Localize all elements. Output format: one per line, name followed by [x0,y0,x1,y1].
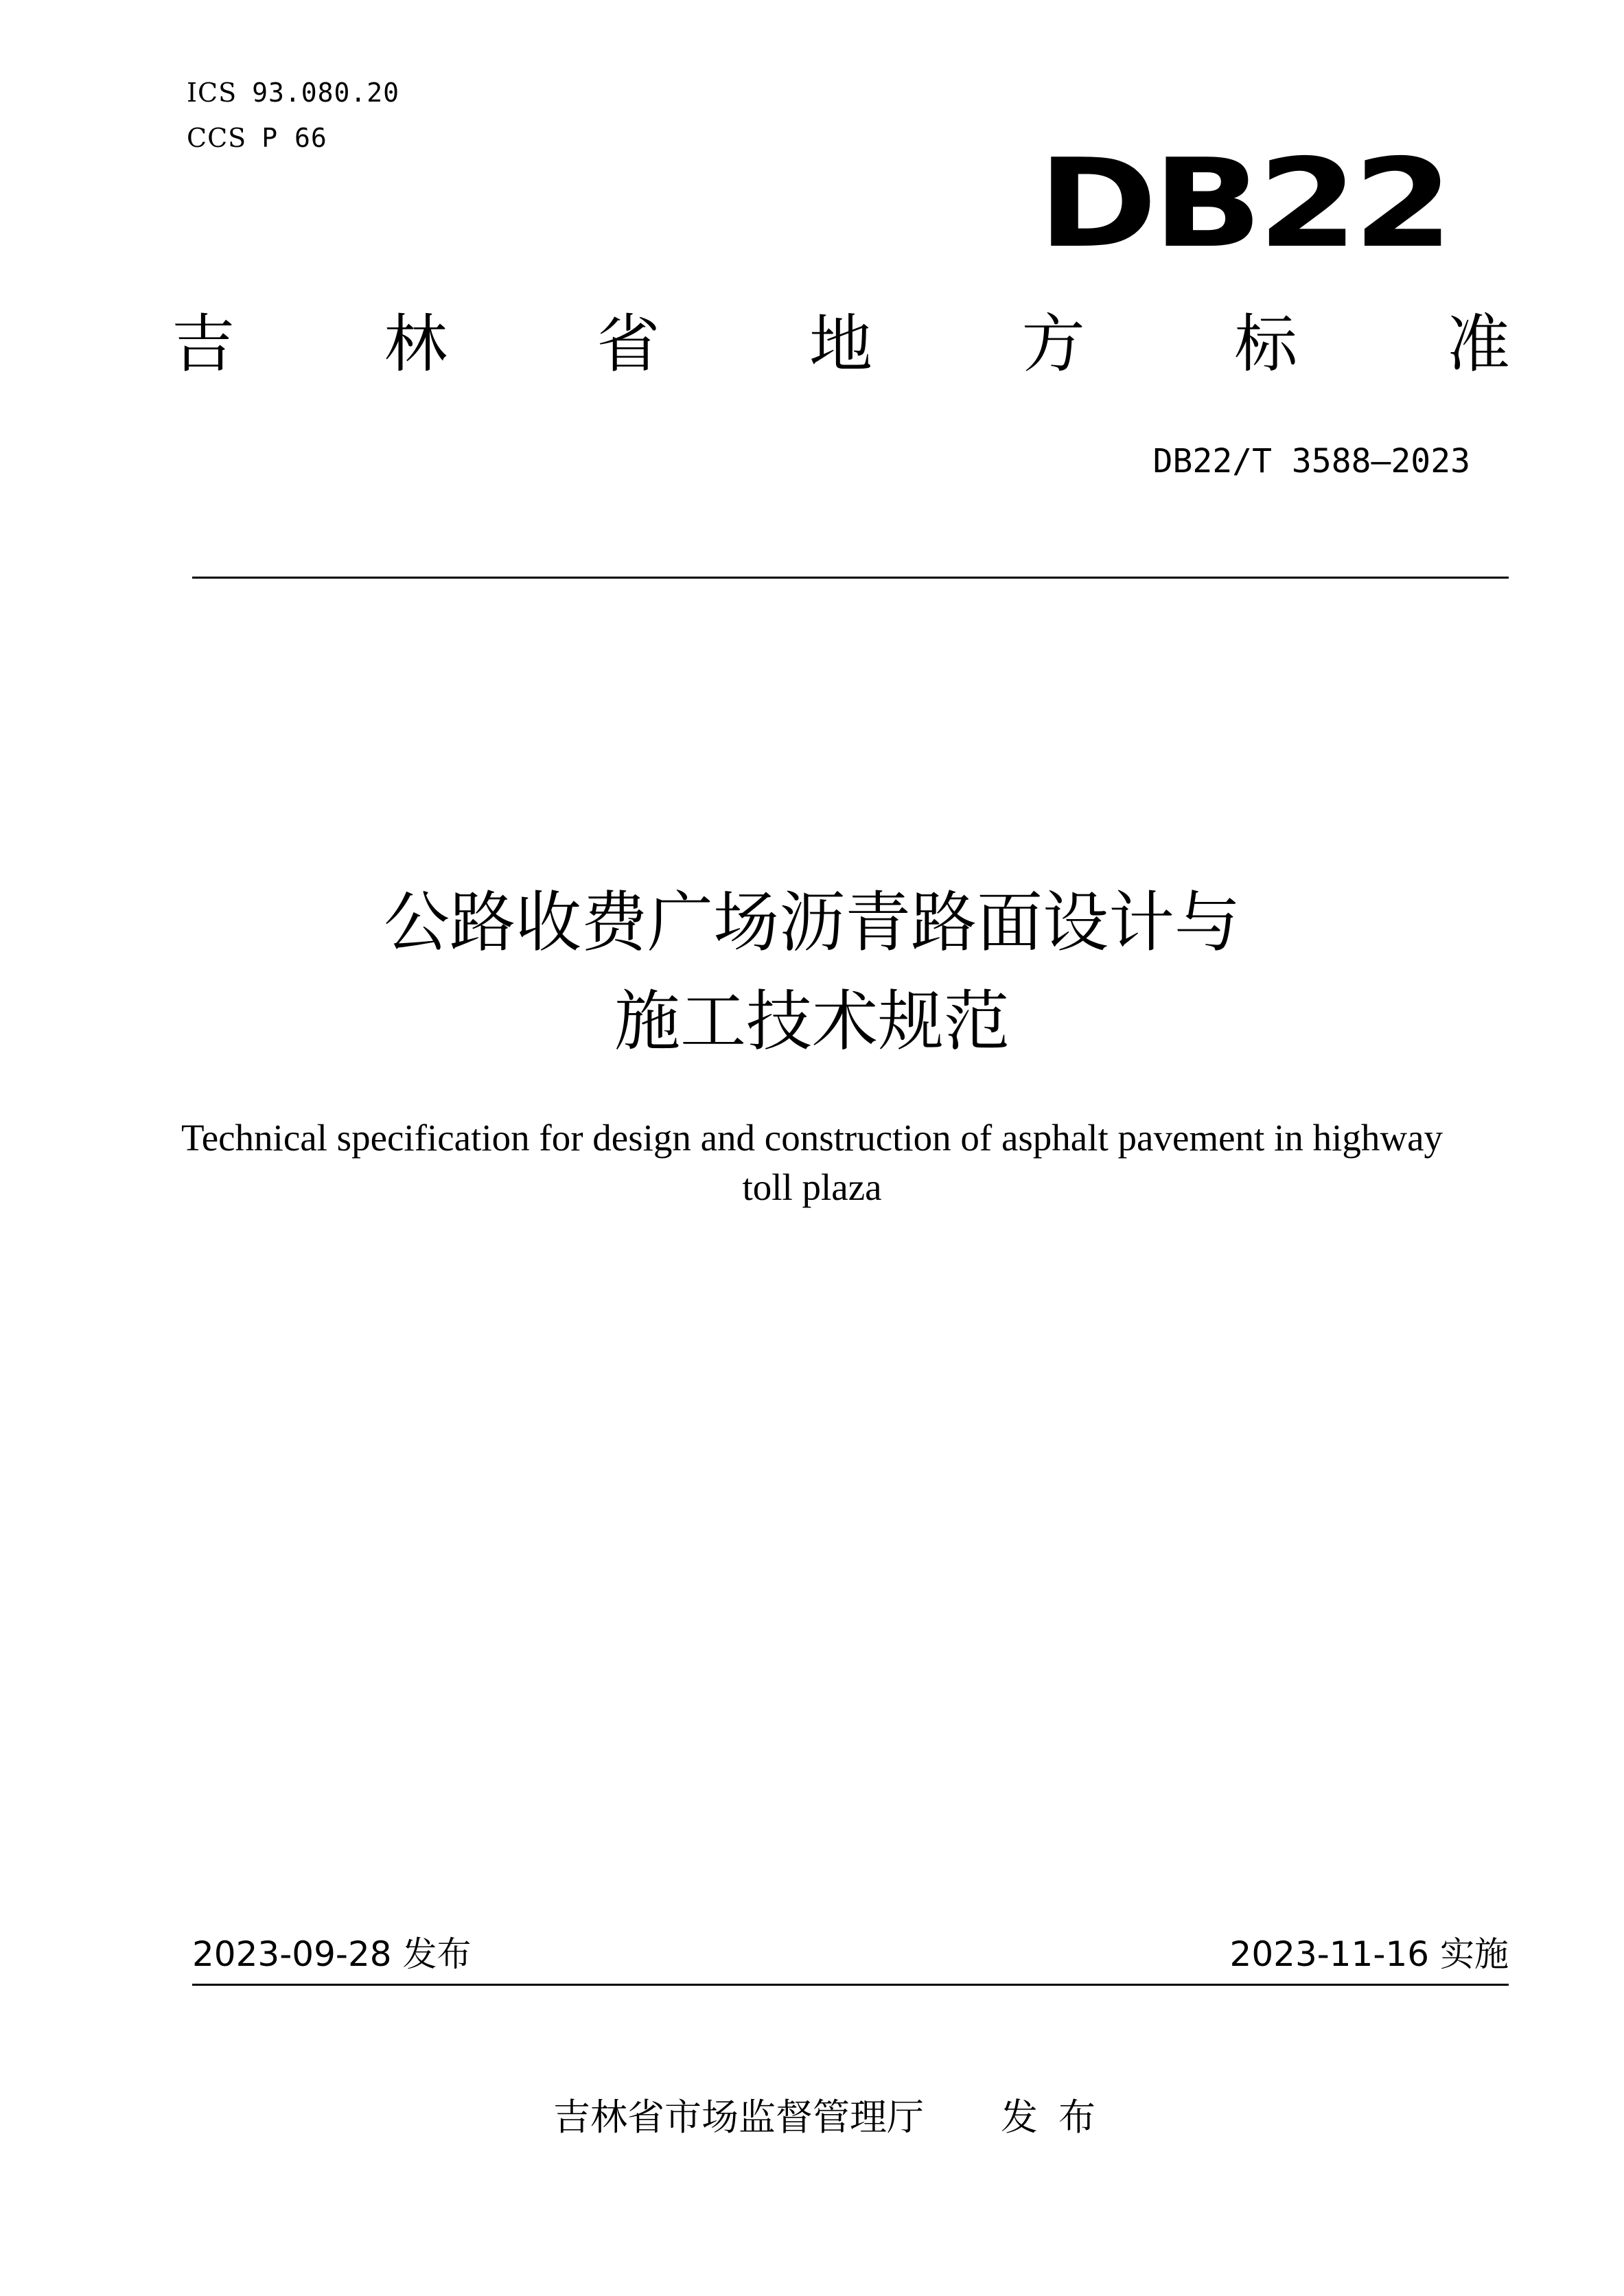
standard-mark-logo: DB22 [1038,132,1449,275]
standard-number: DB22/T 3588—2023 [1152,442,1470,480]
ics-code: 93.080.20 [252,78,400,108]
ics-label: ICS [187,78,237,108]
issue-date: 2023-09-28 发布 [192,1934,472,1974]
standard-type-char: 省 [596,308,660,381]
standard-type-char: 地 [809,308,872,381]
english-title-line-2: toll plaza [742,1166,882,1208]
ccs-code: P 66 [262,123,327,153]
standard-type-char: 吉 [172,308,235,381]
issuer-action: 发布 [1001,2096,1116,2139]
issuing-authority [553,2096,1116,2139]
chinese-title-line-2: 施工技术规范 [614,983,1010,1060]
standard-type-char: 方 [1021,308,1085,381]
standard-type-char: 准 [1446,308,1510,381]
chinese-title-line-1: 公路收费广场沥青路面设计与 [384,884,1240,961]
standard-type-heading [172,308,1510,381]
standard-type-char: 标 [1234,308,1298,381]
bottom-divider [192,1984,1509,1986]
ccs-classification [187,125,327,151]
ccs-label: CCS [187,123,247,153]
issuer-name: 吉林省市场监督管理厅 [553,2096,924,2139]
ics-classification [187,80,399,106]
standard-type-char: 林 [384,308,448,381]
top-divider [192,577,1509,579]
implementation-date: 2023-11-16 实施 [1229,1934,1509,1974]
english-title-line-1: Technical specification for design and construction of asphalt pavement in highway [181,1117,1443,1159]
